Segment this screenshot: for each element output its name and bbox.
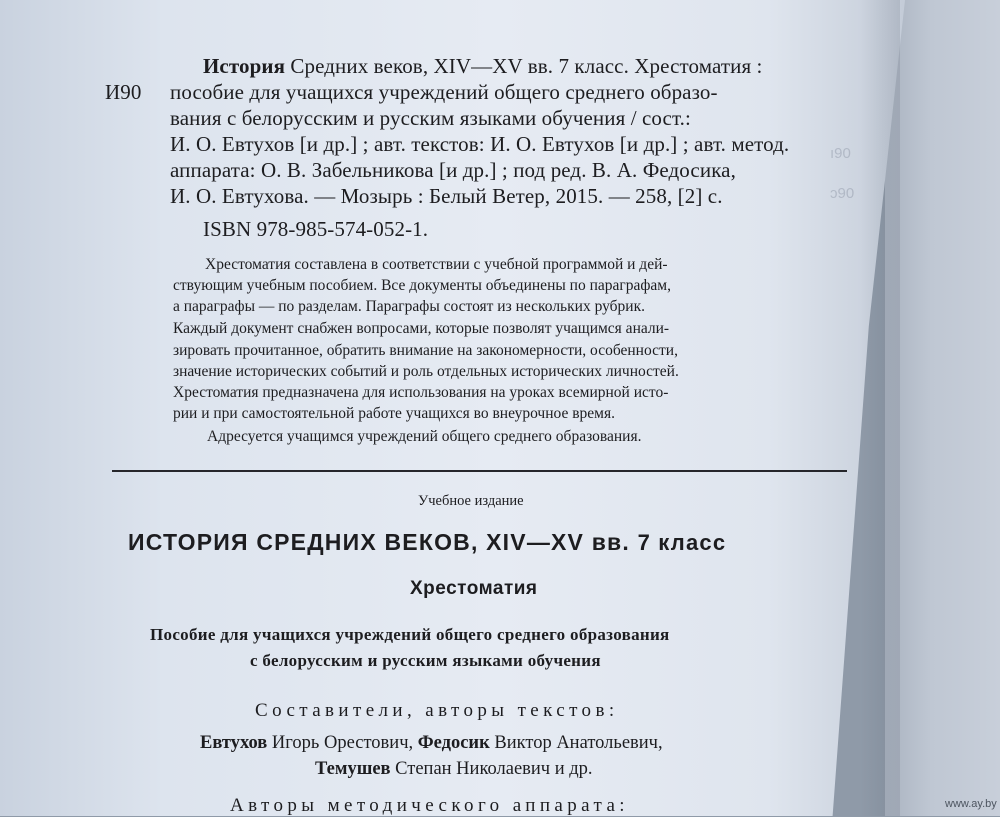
annotation-line-7: Хрестоматия предназначена для использования на уроках всемирной исто- — [173, 384, 669, 401]
background-surface — [885, 0, 1000, 816]
purpose-line-2: с белорусским и русским языками обучения — [250, 651, 601, 670]
annotation-line-9: Адресуется учащимся учреждений общего среднего образования. — [207, 428, 642, 445]
page-edge-shadow — [860, 0, 900, 816]
method-authors-label: Авторы методического аппарата: — [230, 795, 629, 816]
edition-label: Учебное издание — [418, 493, 524, 509]
bib-line-4: И. О. Евтухов [и др.] ; авт. текстов: И. О. Евтухов [и др.] ; авт. метод. — [170, 132, 790, 156]
divider-line — [112, 470, 847, 472]
bib-line-5: аппарата: О. В. Забельникова [и др.] ; под ред. В. А. Федосика, — [170, 158, 736, 182]
bib-line-6: И. О. Евтухова. — Мозырь : Белый Ветер, 2015. — 258, [2] с. — [170, 184, 723, 208]
book-title-class: 7 класс — [637, 530, 727, 555]
authors-line-2: Темушев Степан Николаевич и др. — [315, 759, 593, 779]
book-subtitle: Хрестоматия — [410, 578, 538, 599]
watermark: www.ay.by — [945, 798, 997, 810]
annotation-line-1: Хрестоматия составлена в соответствии с учебной программой и дей- — [205, 256, 668, 273]
bib-line-2: пособие для учащихся учреждений общего среднего образо- — [170, 80, 718, 104]
annotation-line-4: Каждый документ снабжен вопросами, которые позволят учащимся анали- — [173, 320, 670, 337]
authors-line-1: Евтухов Игорь Орестович, Федосик Виктор Анатольевич, — [200, 733, 663, 753]
classification-code: И90 — [105, 80, 142, 104]
bib-line-3: вания с белорусским и русским языками обучения / сост.: — [170, 106, 691, 130]
book-title: ИСТОРИЯ СРЕДНИХ ВЕКОВ, XIV—XV вв. 7 класс — [128, 529, 727, 555]
compilers-label: Составители, авторы текстов: — [255, 700, 619, 721]
annotation-line-6: значение исторических событий и роль отдельных исторических личностей. — [173, 363, 679, 380]
bib-line-1: История Средних веков, XIV—XV вв. 7 класс. Хрестоматия : — [203, 54, 763, 78]
isbn: ISBN 978-985-574-052-1. — [203, 217, 429, 241]
bleed-through-text: ɔ90 — [830, 185, 855, 202]
annotation-line-2: ствующим учебным пособием. Все документы объединены по параграфам, — [173, 277, 671, 294]
purpose-line-1: Пособие для учащихся учреждений общего среднего образования — [150, 625, 670, 644]
annotation-line-5: зировать прочитанное, обратить внимание на закономерности, особенности, — [173, 342, 678, 359]
annotation-line-8: рии и при самостоятельной работе учащихся во внеурочное время. — [173, 405, 615, 422]
annotation-line-3: а параграфы — по разделам. Параграфы состоят из нескольких рубрик. — [173, 298, 646, 315]
bleed-through-text: ı90 — [830, 145, 851, 162]
